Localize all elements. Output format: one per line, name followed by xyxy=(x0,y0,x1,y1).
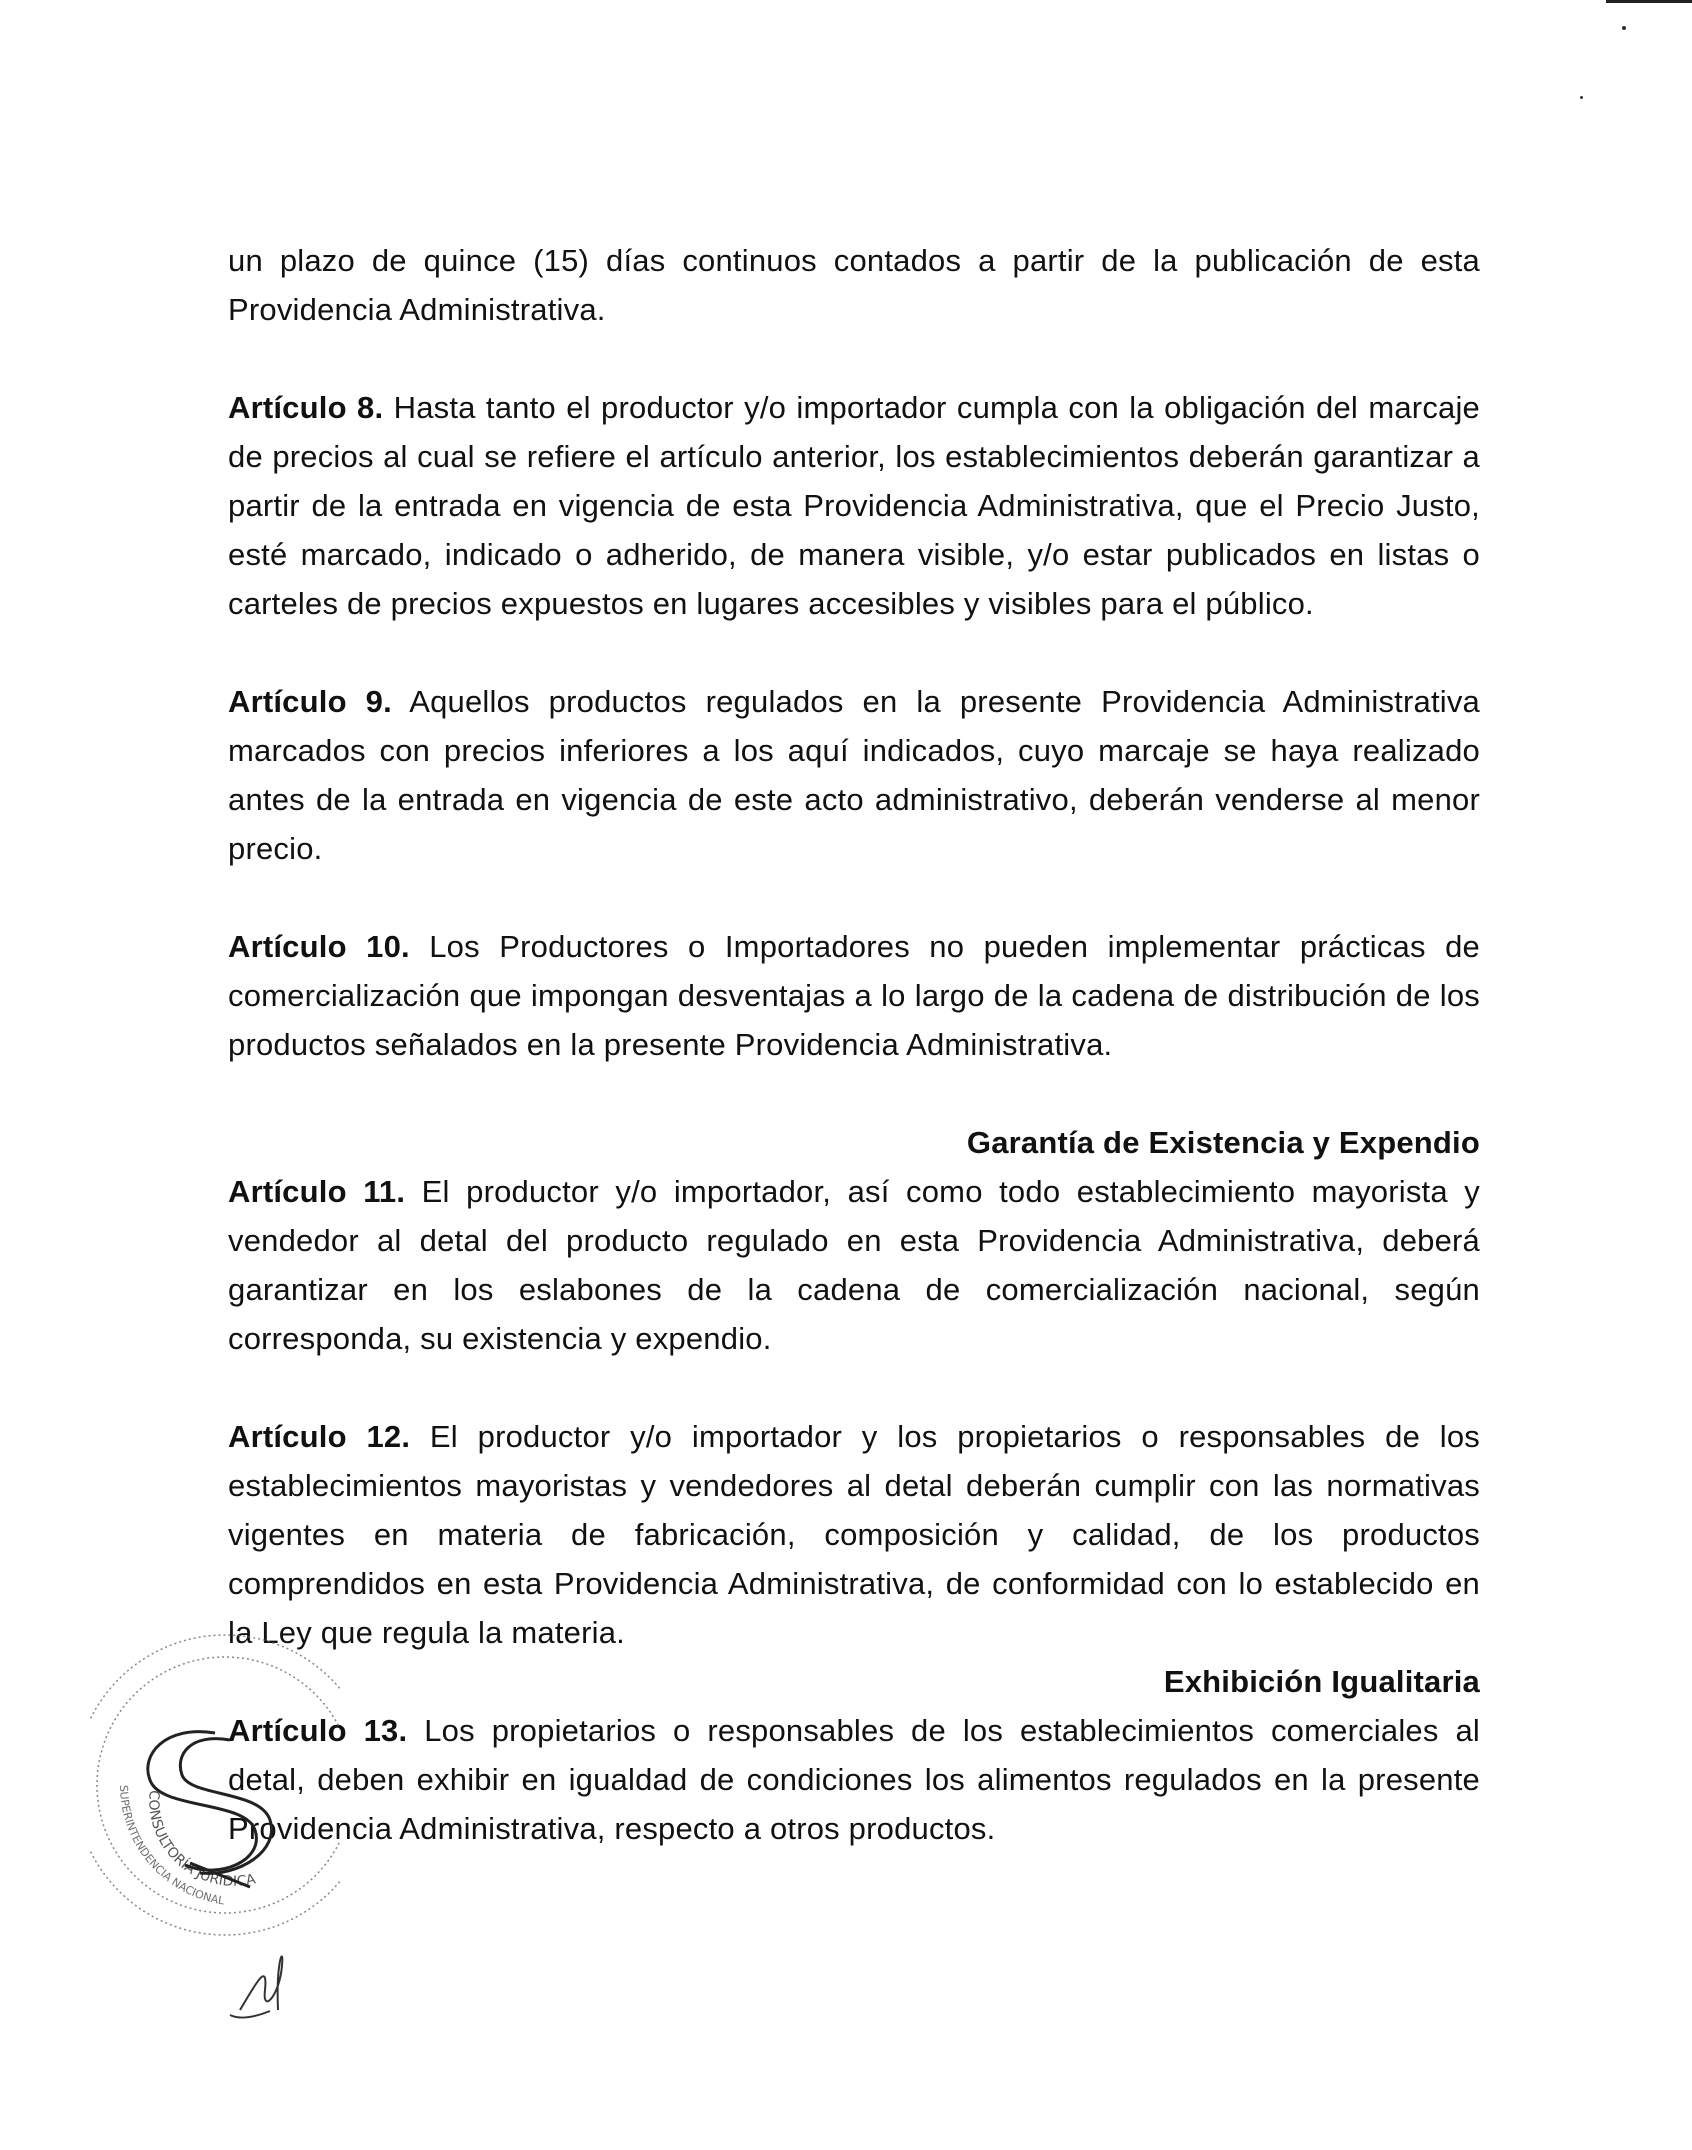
document-body xyxy=(228,236,1480,1853)
section-heading: Exhibición Igualitaria xyxy=(1163,1664,1480,1699)
scan-speck xyxy=(1622,26,1626,30)
article-13 xyxy=(228,1706,1480,1853)
seal-outer-text: SUPERINTENDENCIA NACIONAL xyxy=(116,1784,226,1908)
article-10 xyxy=(228,922,1480,1069)
paragraph-text: Hasta tanto el productor y/o importador cumpla con la obligación del marcaje de precios al cual se refiere el artículo anterior, los establecimientos deberán garantizar a partir de la entrada en vigencia de esta Providencia Administrativa, que el Precio Justo, esté marcado, indicado o adherido, de manera visible, y/o estar publicados en listas o carteles de precios expuestos en lugares accesibles y visibles para el público. xyxy=(228,390,1480,621)
article-label: Artículo 13. xyxy=(228,1713,408,1748)
article-11 xyxy=(228,1167,1480,1363)
paragraph-1 xyxy=(228,236,1480,334)
article-label: Artículo 11. xyxy=(228,1174,406,1209)
paragraph-text: El productor y/o importador, así como todo establecimiento mayorista y vendedor al detal del producto regulado en esta Providencia Administrativa, deberá garantizar en los eslabones de la cadena de comercialización nacional, según corresponda, su existencia y expendio. xyxy=(228,1174,1480,1356)
article-12 xyxy=(228,1412,1480,1657)
scan-speck xyxy=(1580,96,1583,99)
paragraph-text: Aquellos productos regulados en la presente Providencia Administrativa marcados con precios inferiores a los aquí indicados, cuyo marcaje se haya realizado antes de la entrada en vigencia de este acto administrativo, deberán venderse al menor precio. xyxy=(228,684,1480,866)
paragraph-text: un plazo de quince (15) días continuos contados a partir de la publicación de esta Providencia Administrativa. xyxy=(228,243,1480,327)
top-rule xyxy=(1606,0,1692,3)
paragraph-text: Los propietarios o responsables de los establecimientos comerciales al detal, deben exhibir en igualdad de condiciones los alimentos regulados en la presente Providencia Administrativa, respecto a otros productos. xyxy=(228,1713,1480,1846)
article-label: Artículo 9. xyxy=(228,684,392,719)
signature-mark xyxy=(230,1956,282,2017)
article-label: Artículo 8. xyxy=(228,390,384,425)
article-8 xyxy=(228,383,1480,628)
seal-inner-text: CONSULTORÍA JURÍDICA xyxy=(145,1789,258,1890)
article-label: Artículo 12. xyxy=(228,1419,411,1454)
paragraph-text: Los Productores o Importadores no pueden implementar prácticas de comercialización que impongan desventajas a lo largo de la cadena de distribución de los productos señalados en la presente Providencia Administrativa. xyxy=(228,929,1480,1062)
section-heading: Garantía de Existencia y Expendio xyxy=(966,1125,1480,1160)
article-9 xyxy=(228,677,1480,873)
paragraph-text: El productor y/o importador y los propietarios o responsables de los establecimientos mayoristas y vendedores al detal deberán cumplir con las normativas vigentes en materia de fabricación, composición y calidad, de los productos comprendidos en esta Providencia Administrativa, de conformidad con lo establecido en la Ley que regula la materia. xyxy=(228,1419,1480,1650)
article-label: Artículo 10. xyxy=(228,929,410,964)
